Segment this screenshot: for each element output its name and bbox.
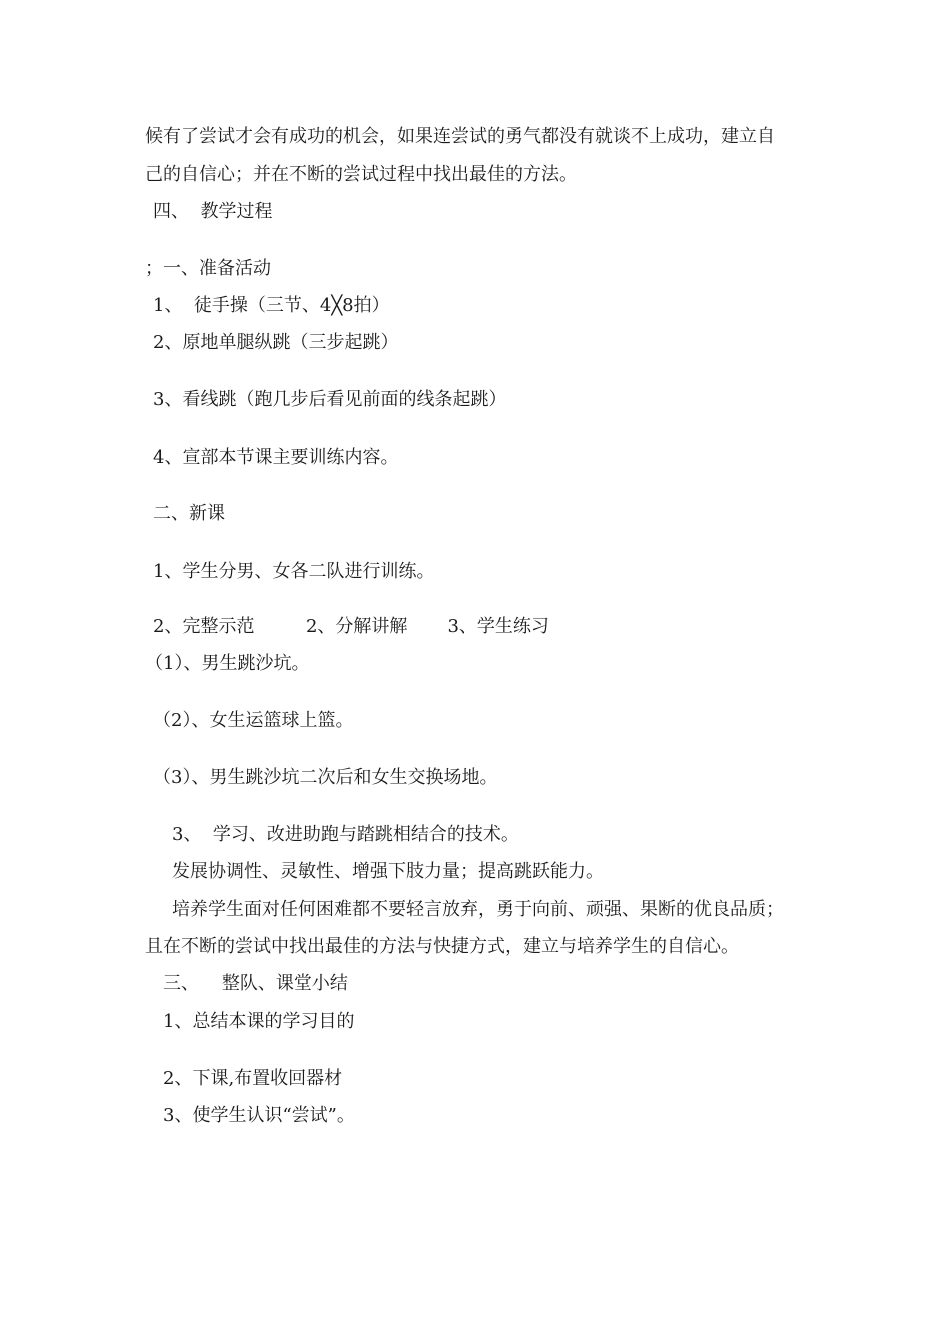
list-item: 2、下课,布置收回器材 — [163, 1068, 343, 1089]
body-paragraph-line: 培养学生面对任何困难都不要轻言放弃，勇于向前、顽强、果断的优良品质； — [172, 899, 784, 920]
body-paragraph-line: 发展协调性、灵敏性、增强下肢力量；提高跳跃能力。 — [172, 861, 604, 882]
list-item: 3、使学生认识“尝试”。 — [163, 1105, 355, 1126]
section-heading: 四、 教学过程 — [153, 201, 273, 222]
body-paragraph-line: 且在不断的尝试中找出最佳的方法与快捷方式，建立与培养学生的自信心。 — [145, 936, 739, 957]
body-paragraph-line: 候有了尝试才会有成功的机会，如果连尝试的勇气都没有就谈不上成功，建立自 — [145, 126, 775, 147]
list-item: 1、 徒手操（三节、4╳8拍） — [153, 295, 390, 316]
section-heading: 三、 整队、课堂小结 — [163, 973, 348, 994]
list-item: （2）、女生运篮球上篮。 — [153, 710, 354, 731]
subsection-heading: ；一、准备活动 — [145, 258, 271, 279]
list-item: 4、宣部本节课主要训练内容。 — [153, 447, 399, 468]
list-item: 3、 学习、改进助跑与踏跳相结合的技术。 — [172, 824, 519, 845]
list-item: 3、看线跳（跑几步后看见前面的线条起跳） — [153, 389, 507, 410]
list-item: 1、总结本课的学习目的 — [163, 1011, 355, 1032]
body-paragraph-line: 己的自信心；并在不断的尝试过程中找出最佳的方法。 — [145, 164, 577, 185]
list-item: （1）、男生跳沙坑。 — [145, 653, 310, 674]
list-item: 2、完整示范 2、分解讲解 3、学生练习 — [153, 616, 549, 637]
subsection-heading: 二、新课 — [153, 503, 225, 524]
list-item: 1、学生分男、女各二队进行训练。 — [153, 561, 435, 582]
list-item: 2、原地单腿纵跳（三步起跳） — [153, 332, 399, 353]
list-item: （3）、男生跳沙坑二次后和女生交换场地。 — [153, 767, 498, 788]
